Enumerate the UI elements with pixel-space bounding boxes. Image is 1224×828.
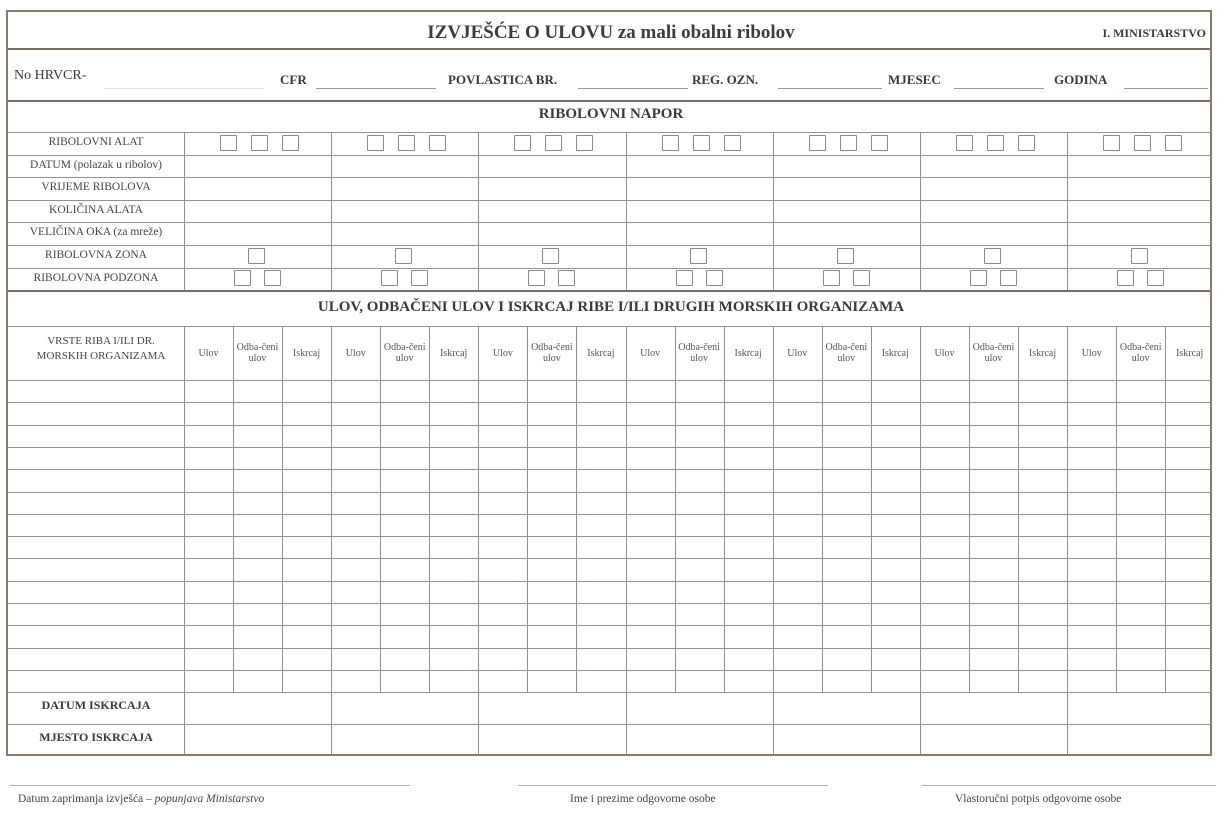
responsible-line[interactable] xyxy=(518,785,828,786)
datum-iskrcaja-label: DATUM ISKRCAJA xyxy=(41,698,151,712)
gear-code-box[interactable] xyxy=(282,135,299,151)
grid-line xyxy=(773,132,774,290)
effort-row-line xyxy=(8,177,1210,178)
grid-line xyxy=(8,380,1210,381)
effort-row-label: RIBOLOVNA PODZONA xyxy=(33,271,159,284)
ulov-header: Ulov xyxy=(198,348,219,359)
ministry-label: I. MINISTARSTVO xyxy=(1102,26,1206,40)
gear-code-box[interactable] xyxy=(1134,135,1151,151)
effort-row-line xyxy=(8,200,1210,201)
catch-report-form xyxy=(6,10,1212,756)
divider xyxy=(8,100,1210,102)
catch-section-title: ULOV, ODBAČENI ULOV I ISKRCAJ RIBE I/ILI DRUGIH MORSKIH ORGANIZAMA xyxy=(317,299,905,315)
effort-section-title: RIBOLOVNI NAPOR xyxy=(538,106,684,122)
gear-code-box[interactable] xyxy=(1018,135,1035,151)
subzone-box[interactable] xyxy=(676,270,693,286)
ulov-header: Ulov xyxy=(492,348,513,359)
effort-row-label: VRIJEME RIBOLOVA xyxy=(41,181,151,194)
gear-code-box[interactable] xyxy=(1103,135,1120,151)
catch-row-line xyxy=(8,581,1210,582)
grid-line xyxy=(282,326,283,692)
grid-line xyxy=(920,326,921,754)
subzone-box[interactable] xyxy=(1000,270,1017,286)
gear-code-box[interactable] xyxy=(1165,135,1182,151)
effort-row-label: RIBOLOVNA ZONA xyxy=(45,249,147,261)
grid-line xyxy=(626,326,627,754)
grid-line xyxy=(822,326,823,692)
catch-row-line xyxy=(8,625,1210,626)
effort-row-label: KOLIČINA ALATA xyxy=(49,203,143,216)
povlastica-field[interactable] xyxy=(578,88,688,89)
catch-row-line xyxy=(8,425,1210,426)
grid-line xyxy=(233,326,234,692)
cfr-field[interactable] xyxy=(316,88,436,89)
species-header: VRSTE RIBA I/ILI DR. MORSKIH ORGANIZAMA xyxy=(36,335,166,362)
received-text: Datum zaprimanja izvješća – xyxy=(18,793,152,805)
gear-code-box[interactable] xyxy=(840,135,857,151)
mjesto-iskrcaja-label: MJESTO ISKRCAJA xyxy=(39,730,153,744)
gear-code-box[interactable] xyxy=(871,135,888,151)
subzone-box[interactable] xyxy=(823,270,840,286)
zone-box[interactable] xyxy=(395,248,412,264)
subzone-box[interactable] xyxy=(1147,270,1164,286)
odbaceni-header: Odba-čeni ulov xyxy=(972,342,1015,364)
iskrcaj-header: Iskrcaj xyxy=(1028,348,1057,359)
zone-box[interactable] xyxy=(248,248,265,264)
effort-row-line xyxy=(8,268,1210,269)
received-caption xyxy=(18,793,264,805)
catch-row-line xyxy=(8,648,1210,649)
grid-line xyxy=(626,132,627,290)
gear-code-box[interactable] xyxy=(398,135,415,151)
gear-code-box[interactable] xyxy=(809,135,826,151)
grid-line xyxy=(331,326,332,754)
responsible-caption: Ime i prezime odgovorne osobe xyxy=(570,793,716,805)
catch-row-line xyxy=(8,514,1210,515)
gear-code-box[interactable] xyxy=(693,135,710,151)
zone-box[interactable] xyxy=(542,248,559,264)
grid-line xyxy=(8,724,1210,725)
catch-row-line xyxy=(8,692,1210,693)
subzone-box[interactable] xyxy=(1117,270,1134,286)
gear-code-box[interactable] xyxy=(545,135,562,151)
iskrcaj-header: Iskrcaj xyxy=(587,348,615,359)
effort-row-label: RIBOLOVNI ALAT xyxy=(48,136,144,148)
gear-code-box[interactable] xyxy=(724,135,741,151)
grid-line xyxy=(478,132,479,290)
ulov-header: Ulov xyxy=(345,348,366,359)
odbaceni-header: Odba-čeni ulov xyxy=(1119,342,1162,364)
subzone-box[interactable] xyxy=(970,270,987,286)
no-label: No HRVCR- xyxy=(14,68,87,83)
grid-line xyxy=(724,326,725,692)
grid-line xyxy=(576,326,577,692)
grid-line xyxy=(1165,326,1166,692)
reg-label: REG. OZN. xyxy=(692,72,759,87)
grid-line xyxy=(871,326,872,692)
grid-line xyxy=(675,326,676,692)
header-row xyxy=(8,58,1214,100)
cfr-label: CFR xyxy=(280,72,307,87)
subzone-box[interactable] xyxy=(264,270,281,286)
iskrcaj-header: Iskrcaj xyxy=(734,348,762,359)
gear-code-box[interactable] xyxy=(956,135,973,151)
gear-code-box[interactable] xyxy=(514,135,531,151)
catch-row-line xyxy=(8,670,1210,671)
odbaceni-header: Odba-čeni ulov xyxy=(678,342,720,364)
subzone-box[interactable] xyxy=(411,270,428,286)
zone-box[interactable] xyxy=(1131,248,1148,264)
signature-caption: Vlastoručni potpis odgovorne osobe xyxy=(955,793,1122,805)
ulov-header: Ulov xyxy=(787,348,808,359)
odbaceni-header: Odba-čeni ulov xyxy=(531,342,573,364)
gear-code-box[interactable] xyxy=(662,135,679,151)
grid-line xyxy=(969,326,970,692)
grid-line xyxy=(773,326,774,754)
grid-line xyxy=(1116,326,1117,692)
gear-code-box[interactable] xyxy=(220,135,237,151)
ulov-header: Ulov xyxy=(640,348,661,359)
catch-row-line xyxy=(8,469,1210,470)
catch-row-line xyxy=(8,492,1210,493)
grid-line xyxy=(1067,132,1068,290)
divider xyxy=(8,48,1210,50)
divider xyxy=(8,326,1210,327)
divider xyxy=(8,132,1210,133)
reg-field[interactable] xyxy=(778,88,882,89)
effort-row-label: DATUM (polazak u ribolov) xyxy=(30,158,162,171)
iskrcaj-header: Iskrcaj xyxy=(292,348,321,359)
zone-box[interactable] xyxy=(837,248,854,264)
received-italic: popunjava Ministarstvo xyxy=(154,793,265,805)
mjesec-field[interactable] xyxy=(954,88,1044,89)
gear-code-box[interactable] xyxy=(429,135,446,151)
zone-box[interactable] xyxy=(984,248,1001,264)
catch-row-line xyxy=(8,402,1210,403)
subzone-box[interactable] xyxy=(528,270,545,286)
subzone-box[interactable] xyxy=(234,270,251,286)
grid-line xyxy=(184,326,185,754)
gear-code-box[interactable] xyxy=(987,135,1004,151)
subzone-box[interactable] xyxy=(558,270,575,286)
grid-line xyxy=(429,326,430,692)
iskrcaj-header: Iskrcaj xyxy=(1176,348,1204,359)
grid-line xyxy=(1067,326,1068,754)
godina-field[interactable] xyxy=(1124,88,1208,89)
iskrcaj-header: Iskrcaj xyxy=(440,348,468,359)
subzone-box[interactable] xyxy=(853,270,870,286)
subzone-box[interactable] xyxy=(381,270,398,286)
gear-code-box[interactable] xyxy=(251,135,268,151)
godina-label: GODINA xyxy=(1054,72,1108,87)
grid-line xyxy=(1018,326,1019,692)
grid-line xyxy=(527,326,528,692)
grid-line xyxy=(380,326,381,692)
catch-row-line xyxy=(8,536,1210,537)
effort-row-line xyxy=(8,155,1210,156)
received-line xyxy=(10,785,410,786)
zone-box[interactable] xyxy=(690,248,707,264)
no-field[interactable] xyxy=(104,88,264,89)
effort-row-label: VELIČINA OKA (za mreže) xyxy=(29,226,163,239)
catch-row-line xyxy=(8,558,1210,559)
gear-code-box[interactable] xyxy=(576,135,593,151)
odbaceni-header: Odba-čeni ulov xyxy=(236,342,279,364)
grid-line xyxy=(331,132,332,290)
gear-code-box[interactable] xyxy=(367,135,384,151)
mjesec-label: MJESEC xyxy=(888,72,941,87)
grid-line xyxy=(184,132,185,290)
odbaceni-header: Odba-čeni ulov xyxy=(825,342,868,364)
catch-row-line xyxy=(8,447,1210,448)
grid-line xyxy=(478,326,479,754)
povlastica-label: POVLASTICA BR. xyxy=(448,72,558,87)
iskrcaj-header: Iskrcaj xyxy=(881,348,909,359)
ulov-header: Ulov xyxy=(934,348,955,359)
subzone-box[interactable] xyxy=(706,270,723,286)
grid-line xyxy=(920,132,921,290)
catch-row-line xyxy=(8,603,1210,604)
form-title: IZVJEŠĆE O ULOVU za mali obalni ribolov xyxy=(427,22,795,43)
effort-row-line xyxy=(8,222,1210,223)
divider xyxy=(8,290,1210,292)
ulov-header: Ulov xyxy=(1081,348,1102,359)
signature-line[interactable] xyxy=(922,785,1216,786)
effort-row-line xyxy=(8,245,1210,246)
odbaceni-header: Odba-čeni ulov xyxy=(383,342,426,364)
